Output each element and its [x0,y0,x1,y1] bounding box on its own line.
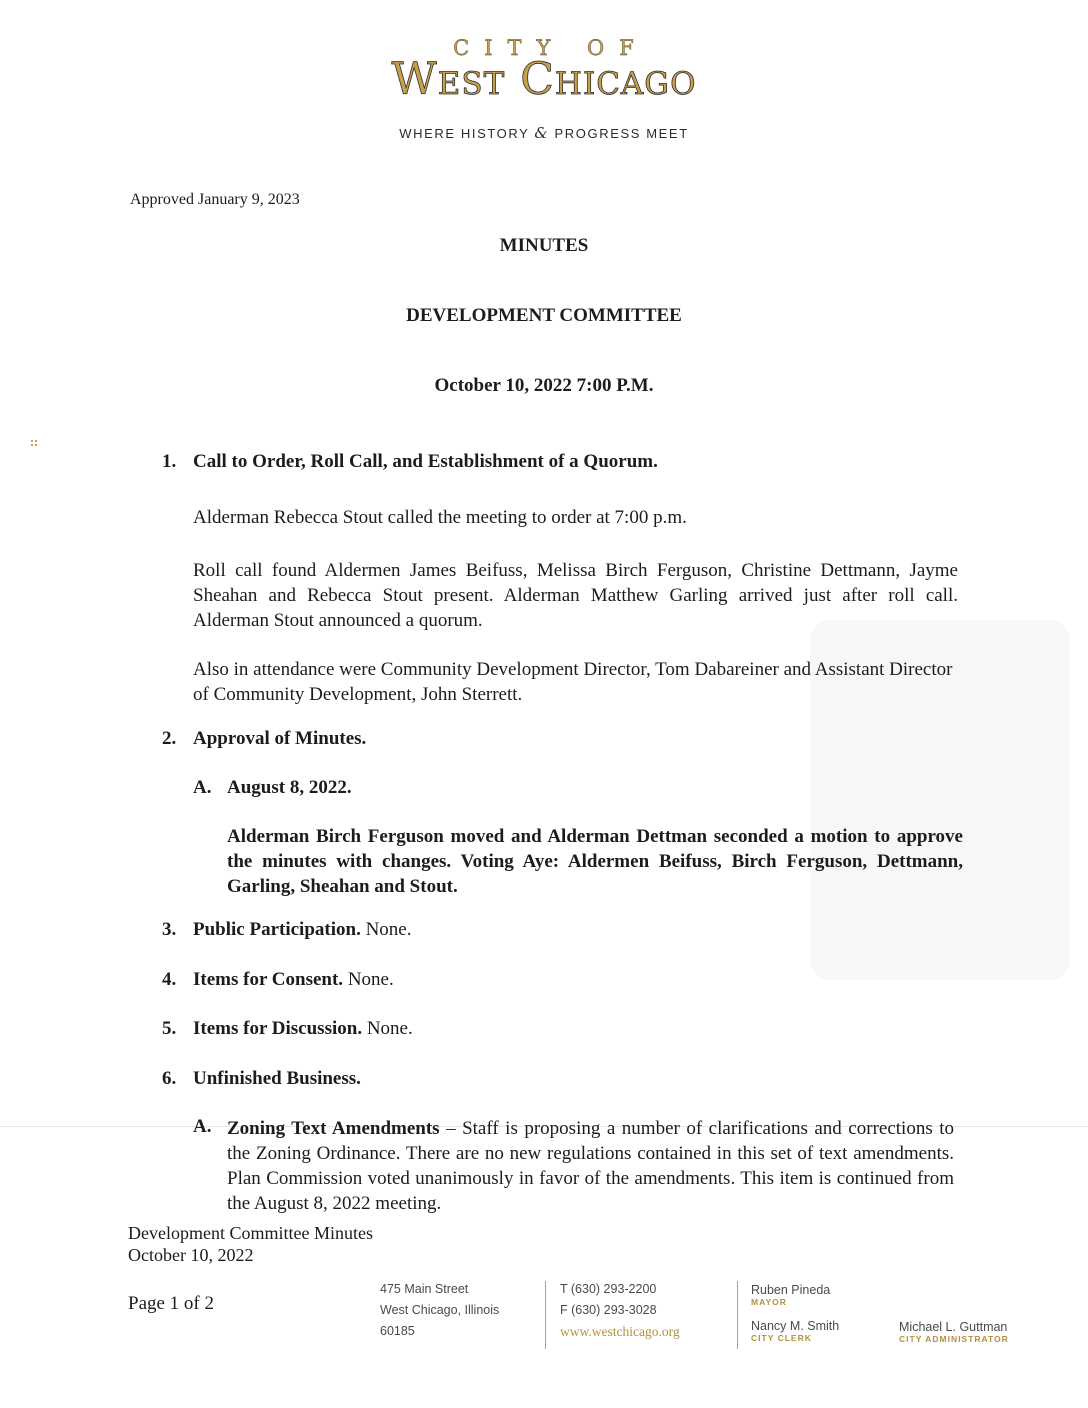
section-1-number: 1. [162,451,177,472]
section-4-line [193,967,394,992]
footer-doc-date: October 10, 2022 [128,1245,254,1265]
footer-address [380,1279,499,1342]
section-4-text: None. [343,969,394,990]
section-5-number: 5. [162,1018,177,1039]
administrator-name: Michael L. Guttman [899,1320,1008,1334]
section-3-line [193,917,411,942]
address-line-2: West Chicago, Illinois [380,1303,500,1317]
section-5-text: None. [362,1018,413,1039]
section-6a-heading: Zoning Text Amendments [227,1118,440,1139]
section-2-number: 2. [162,728,177,749]
section-5-heading: Items for Discussion. [193,1018,363,1039]
section-1-heading: Call to Order, Roll Call, and Establishment of a Quorum. [193,451,658,472]
mayor-title: MAYOR [751,1297,787,1307]
clerk-name: Nancy M. Smith [751,1319,840,1333]
footer-page-number: Page 1 of 2 [128,1293,215,1314]
tagline-part1: WHERE HISTORY [399,126,535,141]
section-6a-paragraph [227,1116,954,1216]
section-2a-motion: Alderman Birch Ferguson moved and Alderman Dettman seconded a motion to approve the minutes with changes. Voting Aye: Aldermen Beifuss, Birch Ferguson, Dettmann, Garling, Sheahan and Stout. [227,826,963,897]
footer-mayor [751,1283,830,1307]
section-6a-text: – Staff is proposing a number of clarifications and corrections to the Zoning Ordinance. There are no new regulations contained in this set of text amendments. Plan Commission voted unanimously in favor of the amendments. This item is continued from the August 8, 2022 meeting. [227,1118,954,1214]
meeting-date: October 10, 2022 7:00 P.M. [434,375,654,396]
section-6a-letter: A. [193,1116,212,1137]
logo-city-of: CITY OF [453,36,649,60]
footer-divider-1 [545,1281,546,1349]
section-1-paragraph-3: Also in attendance were Community Development Director, Tom Dabareiner and Assistant Director of Community Development, John Sterrett. [193,659,953,705]
section-3-text: None. [360,919,412,940]
section-1-paragraph-1: Alderman Rebecca Stout called the meeting to order at 7:00 p.m. [193,507,687,528]
footer-administrator [899,1320,1009,1344]
phone-number: T (630) 293-2200 [560,1282,657,1296]
section-1-paragraph-2: Roll call found Aldermen James Beifuss, Melissa Birch Ferguson, Christine Dettmann, Jayme Sheahan and Rebecca Stout present. Alderman Matthew Garling arrived just after roll call. Alderman Stout announced a quorum. [193,560,958,631]
section-3-number: 3. [162,919,177,940]
address-line-1: 475 Main Street [380,1282,469,1296]
committee-name: DEVELOPMENT COMMITTEE [406,305,682,326]
section-6-heading: Unfinished Business. [193,1068,361,1089]
administrator-title: CITY ADMINISTRATOR [899,1334,1009,1344]
section-4-number: 4. [162,969,177,990]
website-link[interactable]: www.westchicago.org [560,1324,680,1339]
section-3-heading: Public Participation. [193,919,361,940]
clerk-title: CITY CLERK [751,1333,812,1343]
address-line-3: 60185 [380,1324,415,1338]
margin-marker-icon [31,440,38,447]
footer-clerk [751,1319,839,1343]
section-6-number: 6. [162,1068,177,1089]
section-2a-letter: A. [193,777,212,798]
city-logo [0,38,1088,103]
document-title: MINUTES [499,235,589,256]
logo-city-name: West Chicago [391,54,697,105]
footer-doc-name: Development Committee Minutes [128,1223,373,1243]
section-5-line [193,1016,413,1041]
footer-contact [560,1279,680,1342]
section-2-heading: Approval of Minutes. [193,728,367,749]
tagline [0,124,1088,142]
mayor-name: Ruben Pineda [751,1283,831,1297]
approved-date: Approved January 9, 2023 [130,191,300,208]
section-2a-heading: August 8, 2022. [227,777,352,798]
fax-number: F (630) 293-3028 [560,1303,657,1317]
footer-divider-2 [737,1281,738,1349]
tagline-ampersand: & [534,124,550,142]
tagline-part2: PROGRESS MEET [549,126,689,141]
section-4-heading: Items for Consent. [193,969,344,990]
